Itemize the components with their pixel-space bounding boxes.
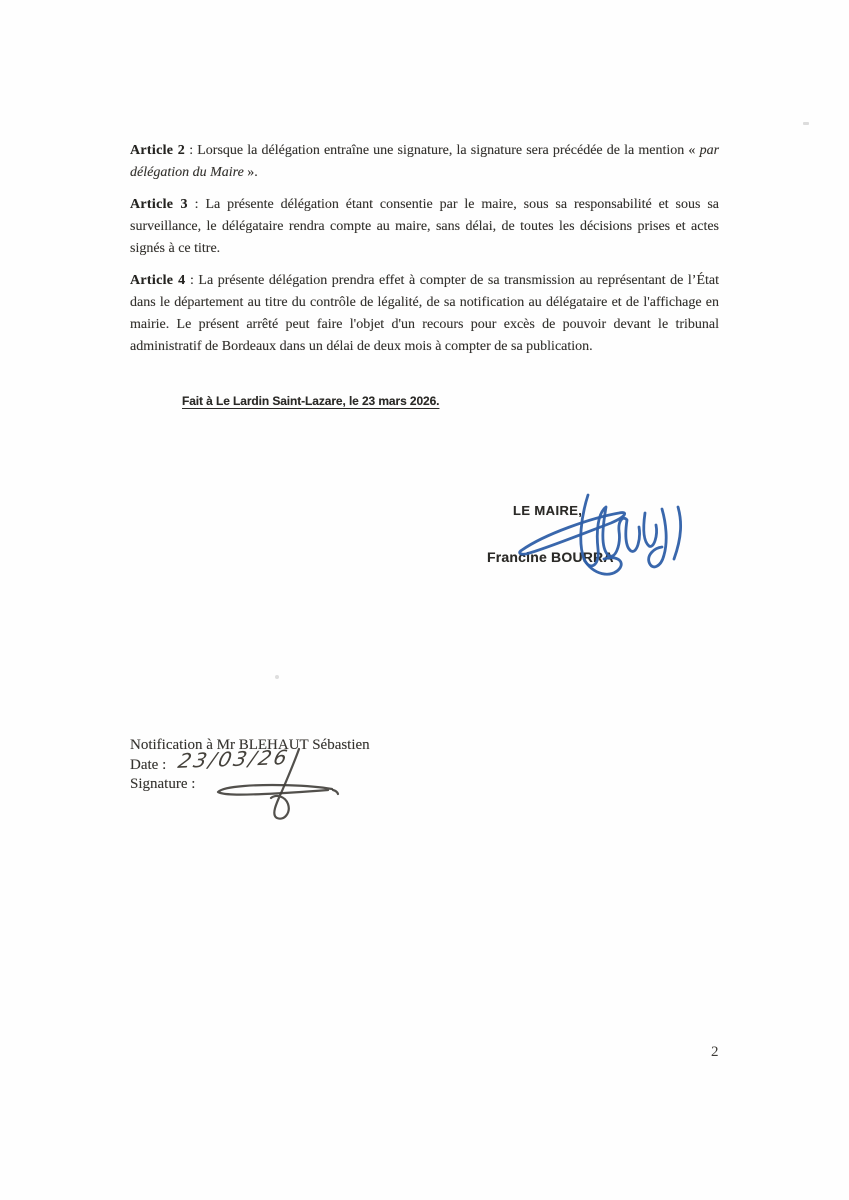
article-4-paragraph [130, 270, 719, 358]
article-4-separator: : [185, 273, 199, 288]
article-3-paragraph [130, 194, 719, 260]
mayor-signature-handwriting [511, 484, 696, 584]
article-3-body: La présente délégation étant consentie par le maire, sous sa responsabilité et sous sa surveillance, le délégataire rendra compte au maire, sans délai, de toutes les décisions prises et actes signés à ce titre. [130, 197, 719, 256]
article-3-label: Article 3 [130, 197, 188, 212]
mayor-signatory-name: Francine BOURRA [487, 549, 614, 565]
article-4-body: La présente délégation prendra effet à compter de sa transmission au représentant de l’État dans le département au titre du contrôle de légalité, de sa notification au délégataire et de l'affichage en mairie. Le présent arrêté peut faire l'objet d'un recours pour excès de pouvoir devant le tribunal administratif de Bordeaux dans un délai de deux mois à compter de sa publication. [130, 273, 719, 354]
delegate-signature-handwriting [209, 746, 349, 822]
scan-speck [275, 675, 279, 679]
article-2-body-end: ». [243, 165, 258, 180]
notification-line: Notification à Mr BLEHAUT Sébastien [130, 737, 370, 753]
article-2-label: Article 2 [130, 143, 186, 158]
article-2-italic-phrase: par délégation du Maire [130, 143, 720, 180]
article-2-separator: : [185, 143, 198, 158]
article-2-paragraph [130, 140, 719, 184]
notification-signature-label: Signature : [130, 776, 196, 792]
handwritten-date: 23/03/26 [175, 745, 292, 773]
article-3-separator: : [187, 197, 206, 212]
page-number: 2 [711, 1044, 719, 1060]
notification-date-label: Date : [130, 756, 167, 773]
article-4-label: Article 4 [130, 273, 186, 288]
scan-speck [803, 122, 809, 125]
place-date-line: Fait à Le Lardin Saint-Lazare, le 23 mars 2026. [182, 394, 440, 408]
articles-section [130, 140, 719, 368]
mayor-title: LE MAIRE, [513, 503, 583, 518]
article-2-body-start: Lorsque la délégation entraîne une signature, la signature sera précédée de la mention « [197, 143, 700, 158]
